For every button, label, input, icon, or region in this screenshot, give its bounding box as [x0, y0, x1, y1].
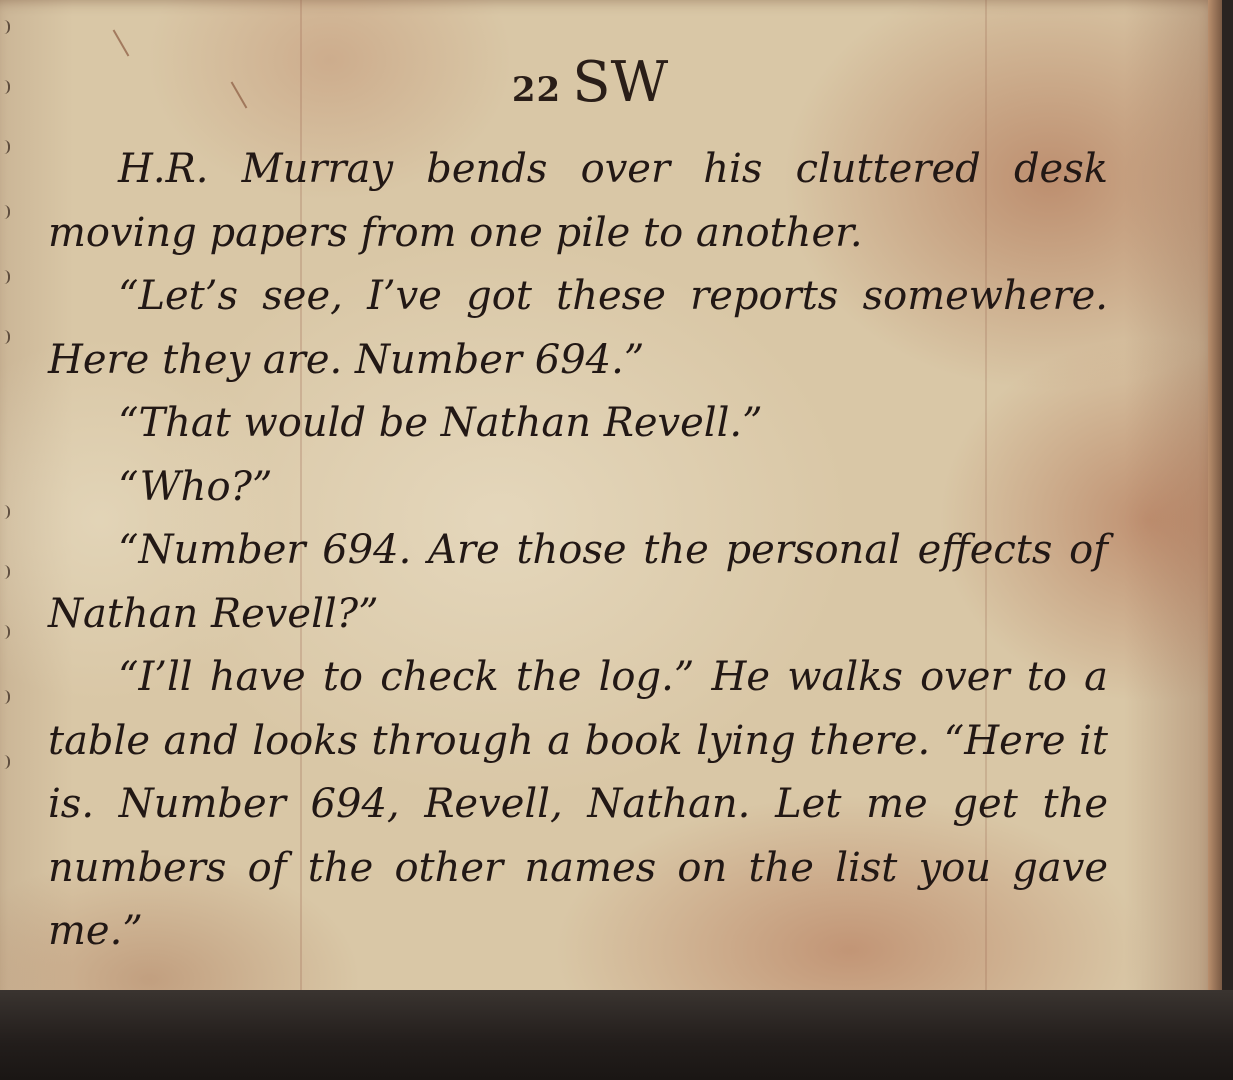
- margin-mark: [0, 565, 10, 579]
- margin-mark: [0, 330, 10, 344]
- page-header: [0, 50, 1180, 115]
- background-table: [0, 990, 1233, 1080]
- body-text: [48, 138, 1108, 964]
- paragraph: “That would be Nathan Revell.”: [118, 400, 763, 446]
- paragraph: “I’ll have to check the log.” He walks over to a table and looks through a book lying there. “Here it is. Number 694, Revell, Nathan. Let me get the numbers of the other names on the list you gave me.”: [48, 654, 1108, 954]
- margin-mark: [0, 625, 10, 639]
- paragraph: “Number 694. Are those the personal effects of Nathan Revell?”: [48, 527, 1108, 637]
- margin-mark: [0, 690, 10, 704]
- previous-page-margin-marks: [0, 0, 20, 1028]
- margin-mark: [0, 270, 10, 284]
- paragraph: “Who?”: [118, 463, 273, 510]
- margin-mark: [0, 755, 10, 769]
- margin-mark: [0, 20, 10, 34]
- margin-mark: [0, 205, 10, 219]
- page-edge: [1208, 0, 1222, 1028]
- page-number: 22: [511, 70, 562, 110]
- section-code: SW: [572, 50, 669, 115]
- margin-mark: [0, 505, 10, 519]
- margin-mark: [0, 140, 10, 154]
- paragraph: “Let’s see, I’ve got these reports somewhere. Here they are. Number 694.”: [48, 273, 1108, 383]
- paragraph: H.R. Murray bends over his cluttered desk moving papers from one pile to another.: [48, 146, 1108, 256]
